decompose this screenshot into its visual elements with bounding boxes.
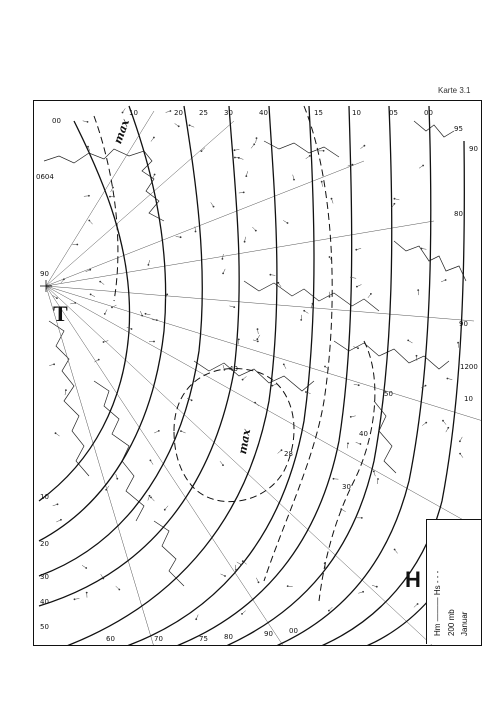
wind-barb	[460, 454, 463, 458]
wind-barb	[229, 306, 234, 307]
top-label-30: 30	[224, 109, 233, 117]
left-label-40: 40	[40, 598, 49, 606]
left-label-50: 50	[40, 623, 49, 631]
wind-barb	[100, 282, 104, 285]
interior-label-40b: 40	[359, 430, 368, 438]
wind-barb	[357, 285, 362, 287]
wind-barb	[441, 280, 446, 282]
wind-barb	[243, 376, 247, 379]
wind-barb	[91, 294, 95, 296]
wind-barb	[220, 461, 223, 465]
isoline-map-canvas	[34, 101, 482, 646]
top-label-10: 10	[129, 109, 138, 117]
wind-barb	[272, 384, 277, 386]
wind-barb	[395, 550, 398, 554]
wind-barb	[270, 275, 275, 276]
wind-barb	[140, 311, 142, 316]
right-label-90: 90	[459, 320, 468, 328]
wind-barb	[116, 474, 118, 479]
wind-barb	[419, 166, 423, 169]
top-label-15: 15	[314, 109, 323, 117]
wind-barb	[181, 431, 186, 433]
interior-label-50: 50	[384, 390, 393, 398]
wind-barb	[242, 611, 246, 614]
height-contours-solid	[39, 106, 474, 646]
wind-barb	[447, 379, 452, 380]
wind-barb	[82, 565, 86, 568]
wind-barb	[414, 604, 418, 607]
bottom-label-80: 80	[224, 633, 233, 641]
wind-barb	[211, 202, 214, 206]
legend-rotated-content	[427, 520, 481, 644]
left-label-30: 30	[40, 573, 49, 581]
wind-barb	[196, 615, 198, 620]
wind-barb	[253, 340, 258, 342]
wind-barb	[329, 607, 333, 611]
wind-barb	[105, 310, 107, 314]
legend-level: 200 mb	[447, 609, 456, 636]
wind-barb	[408, 340, 412, 343]
interior-label-30: 30	[342, 483, 351, 491]
station-dot	[166, 294, 168, 296]
wind-barb	[358, 592, 363, 594]
right-label-1200: 1200	[460, 363, 478, 371]
wind-barb	[49, 364, 54, 365]
wind-barb	[395, 199, 400, 200]
interior-label-40: 40	[229, 365, 238, 373]
legend-month: Januar	[460, 611, 469, 636]
wind-barb	[252, 227, 256, 231]
wind-barb	[256, 578, 258, 583]
top-label-00b: 00	[424, 109, 433, 117]
wind-barb	[306, 156, 310, 159]
wind-barb	[165, 506, 168, 510]
legend-box	[405, 519, 481, 644]
top-label-20: 20	[174, 109, 183, 117]
wind-barb	[148, 260, 149, 265]
wind-barb	[446, 428, 449, 432]
wind-barb	[154, 431, 159, 433]
station-dot	[154, 174, 156, 176]
top-label-25: 25	[199, 109, 208, 117]
top-label-95: 95	[454, 125, 463, 133]
wind-barb	[356, 442, 361, 444]
wind-barb	[166, 111, 171, 113]
wind-barb	[150, 460, 153, 464]
left-label-20: 20	[40, 540, 49, 548]
bottom-label-75: 75	[199, 635, 208, 643]
wind-barb	[176, 237, 181, 238]
wind-barb	[190, 125, 195, 127]
wind-barb	[356, 248, 361, 249]
wind-barb	[223, 365, 224, 370]
bottom-label-00: 00	[289, 627, 298, 635]
wind-barb	[123, 108, 126, 112]
wind-barb	[116, 586, 120, 589]
max-label-top: max	[111, 117, 133, 146]
top-label-10b: 10	[352, 109, 361, 117]
top-label-05: 05	[389, 109, 398, 117]
bottom-label-60: 60	[106, 635, 115, 643]
wind-barb	[223, 269, 225, 274]
wind-barb	[351, 416, 356, 417]
wind-barb	[239, 158, 244, 160]
left-label-10: 10	[40, 493, 49, 501]
wind-barb	[460, 437, 462, 441]
station-dot	[60, 519, 62, 521]
map-sheet-label: Karte 3.1	[438, 86, 471, 95]
wind-barb	[332, 199, 334, 204]
wind-barb	[56, 433, 60, 436]
wind-barb	[304, 311, 308, 314]
wind-barb	[89, 221, 92, 225]
left-label-90: 90	[40, 270, 49, 278]
wind-barb	[106, 486, 109, 490]
wind-barb	[257, 335, 260, 339]
contour-labels	[36, 109, 478, 643]
wind-barb	[341, 509, 345, 512]
left-label-0604: 0604	[36, 173, 54, 181]
wind-barb	[368, 294, 371, 298]
max-label-center: max	[236, 427, 254, 456]
right-label-80: 80	[454, 210, 463, 218]
wind-barb	[422, 423, 426, 426]
wind-barb	[443, 421, 446, 425]
station-plots	[49, 108, 463, 620]
right-label-10: 10	[464, 395, 473, 403]
wind-barb	[372, 585, 377, 586]
wind-barb	[284, 364, 286, 368]
wind-barb	[306, 392, 311, 394]
coastlines	[44, 121, 466, 586]
top-label-00: 00	[52, 117, 61, 125]
bottom-label-90: 90	[264, 630, 273, 638]
wind-barb	[175, 123, 179, 126]
wind-barb	[293, 175, 294, 180]
wind-barb	[251, 144, 254, 148]
wind-barb	[151, 138, 154, 142]
wind-barb	[237, 562, 241, 565]
interior-label-28: 28	[284, 450, 293, 458]
top-label-90: 90	[469, 145, 478, 153]
bottom-label-70: 70	[154, 635, 163, 643]
wind-barb	[53, 504, 58, 506]
weather-map	[33, 100, 482, 646]
wind-barb	[283, 220, 287, 223]
high-pressure-symbol: H	[405, 567, 421, 592]
wind-barb	[56, 520, 61, 522]
low-pressure-symbol: T	[53, 301, 68, 326]
wind-barb	[374, 471, 376, 476]
wind-barb	[83, 121, 88, 122]
wind-barb	[148, 496, 150, 501]
wind-barb	[278, 450, 282, 453]
top-label-40: 40	[259, 109, 268, 117]
wind-barb	[255, 403, 259, 406]
legend-line-types: Hm ——— Hs - - -	[433, 570, 442, 636]
wind-barb	[221, 574, 226, 576]
wind-barb	[246, 171, 247, 176]
wind-barb	[288, 586, 293, 587]
wind-barb	[360, 146, 364, 149]
wind-barb	[151, 497, 154, 501]
